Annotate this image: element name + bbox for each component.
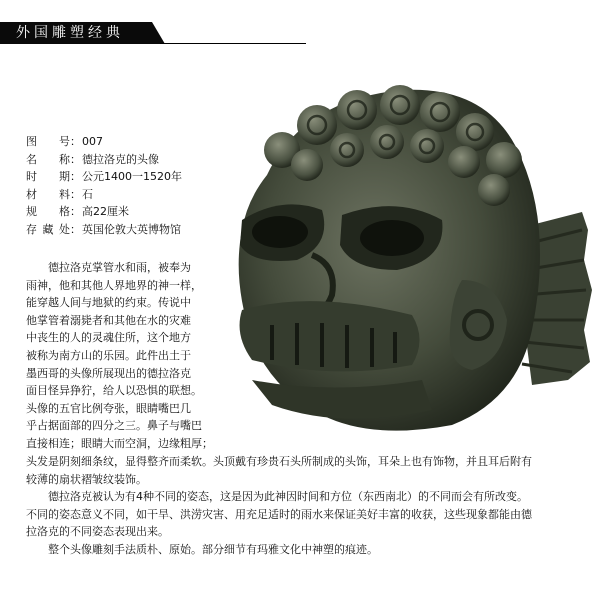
meta-value: 石 [82,187,93,201]
text-line: 头像的五官比例夸张，眼睛嘴巴几 [26,401,191,415]
text-line: 拉洛克的不同姿态表现出来。 [26,525,169,539]
meta-row: 时期 ： 公元1400一1520年 [26,168,182,186]
text-line: 不同的姿态意义不同，如干旱、洪涝灾害、用充足适时的雨水来保证美好丰富的收获，这些现象都能由德 [26,507,532,521]
meta-label: 存藏处 [26,222,70,236]
meta-value: 德拉洛克的头像 [82,152,159,166]
meta-row: 规格 ： 高22厘米 [26,203,182,221]
text-line: 雨神，他和其他人界地界的神一样， [26,278,202,292]
text-line: 德拉洛克掌管水和雨，被奉为 [48,261,191,274]
meta-label: 规格 [26,205,70,218]
text-line: 中丧生的人的灵魂住所，这个地方 [26,331,191,345]
artwork-metadata [26,133,182,238]
meta-row: 名称 ： 德拉洛克的头像 [26,151,182,169]
meta-label: 时期 [26,170,70,183]
text-line: 面目怪异狰狞，给人以恐惧的联想。 [26,384,202,398]
text-line: 墨西哥的头像所展现出的德拉洛克 [26,366,191,380]
meta-row: 存藏处 ： 英国伦敦大英博物馆 [26,221,182,239]
tlaloc-stone-head-image [212,80,596,435]
meta-label: 图号 [26,135,70,148]
text-line: 头发是阴刻细条纹，显得整齐而柔软。头顶戴有珍贵石头所制成的头饰，耳朵上也有饰物，并且耳后附有 [26,455,532,468]
meta-value: 公元1400一1520年 [82,170,182,183]
meta-label: 名称 [26,152,70,166]
text-line: 他掌管着溺毙者和其他在水的灾难 [26,313,191,327]
text-line: 整个头像雕刻手法质朴、原始。部分细节有玛雅文化中神塑的痕迹。 [48,542,378,556]
meta-label: 材料 [26,187,70,201]
meta-row: 材料 ： 石 [26,186,182,204]
text-line: 被称为南方山的乐园。此件出土于 [26,348,191,362]
text-line: 乎占据面部的四分之三。鼻子与嘴巴 [26,419,202,433]
meta-row: 图号 ： 007 [26,133,182,151]
body-text-wide [26,453,584,559]
section-title: 外国雕塑经典 [16,25,124,41]
text-line: 能穿越人间与地狱的约束。传说中 [26,296,191,310]
text-line: 德拉洛克被认为有4种不同的姿态，这是因为此神因时间和方位（东西南北）的不同而会有所改变。 [48,490,528,504]
right-eye [360,220,424,256]
left-eye [252,216,308,248]
text-line: 直接相连；眼睛大而空洞，边缘粗厚； [26,436,213,450]
meta-value: 007 [82,135,103,148]
meta-value: 高22厘米 [82,205,129,218]
text-line: 较薄的扇状褶皱纹装饰。 [26,472,147,486]
meta-value: 英国伦敦大英博物馆 [82,222,181,236]
header-underline [160,43,306,44]
body-text-narrow [26,259,226,453]
mouth [240,301,420,371]
